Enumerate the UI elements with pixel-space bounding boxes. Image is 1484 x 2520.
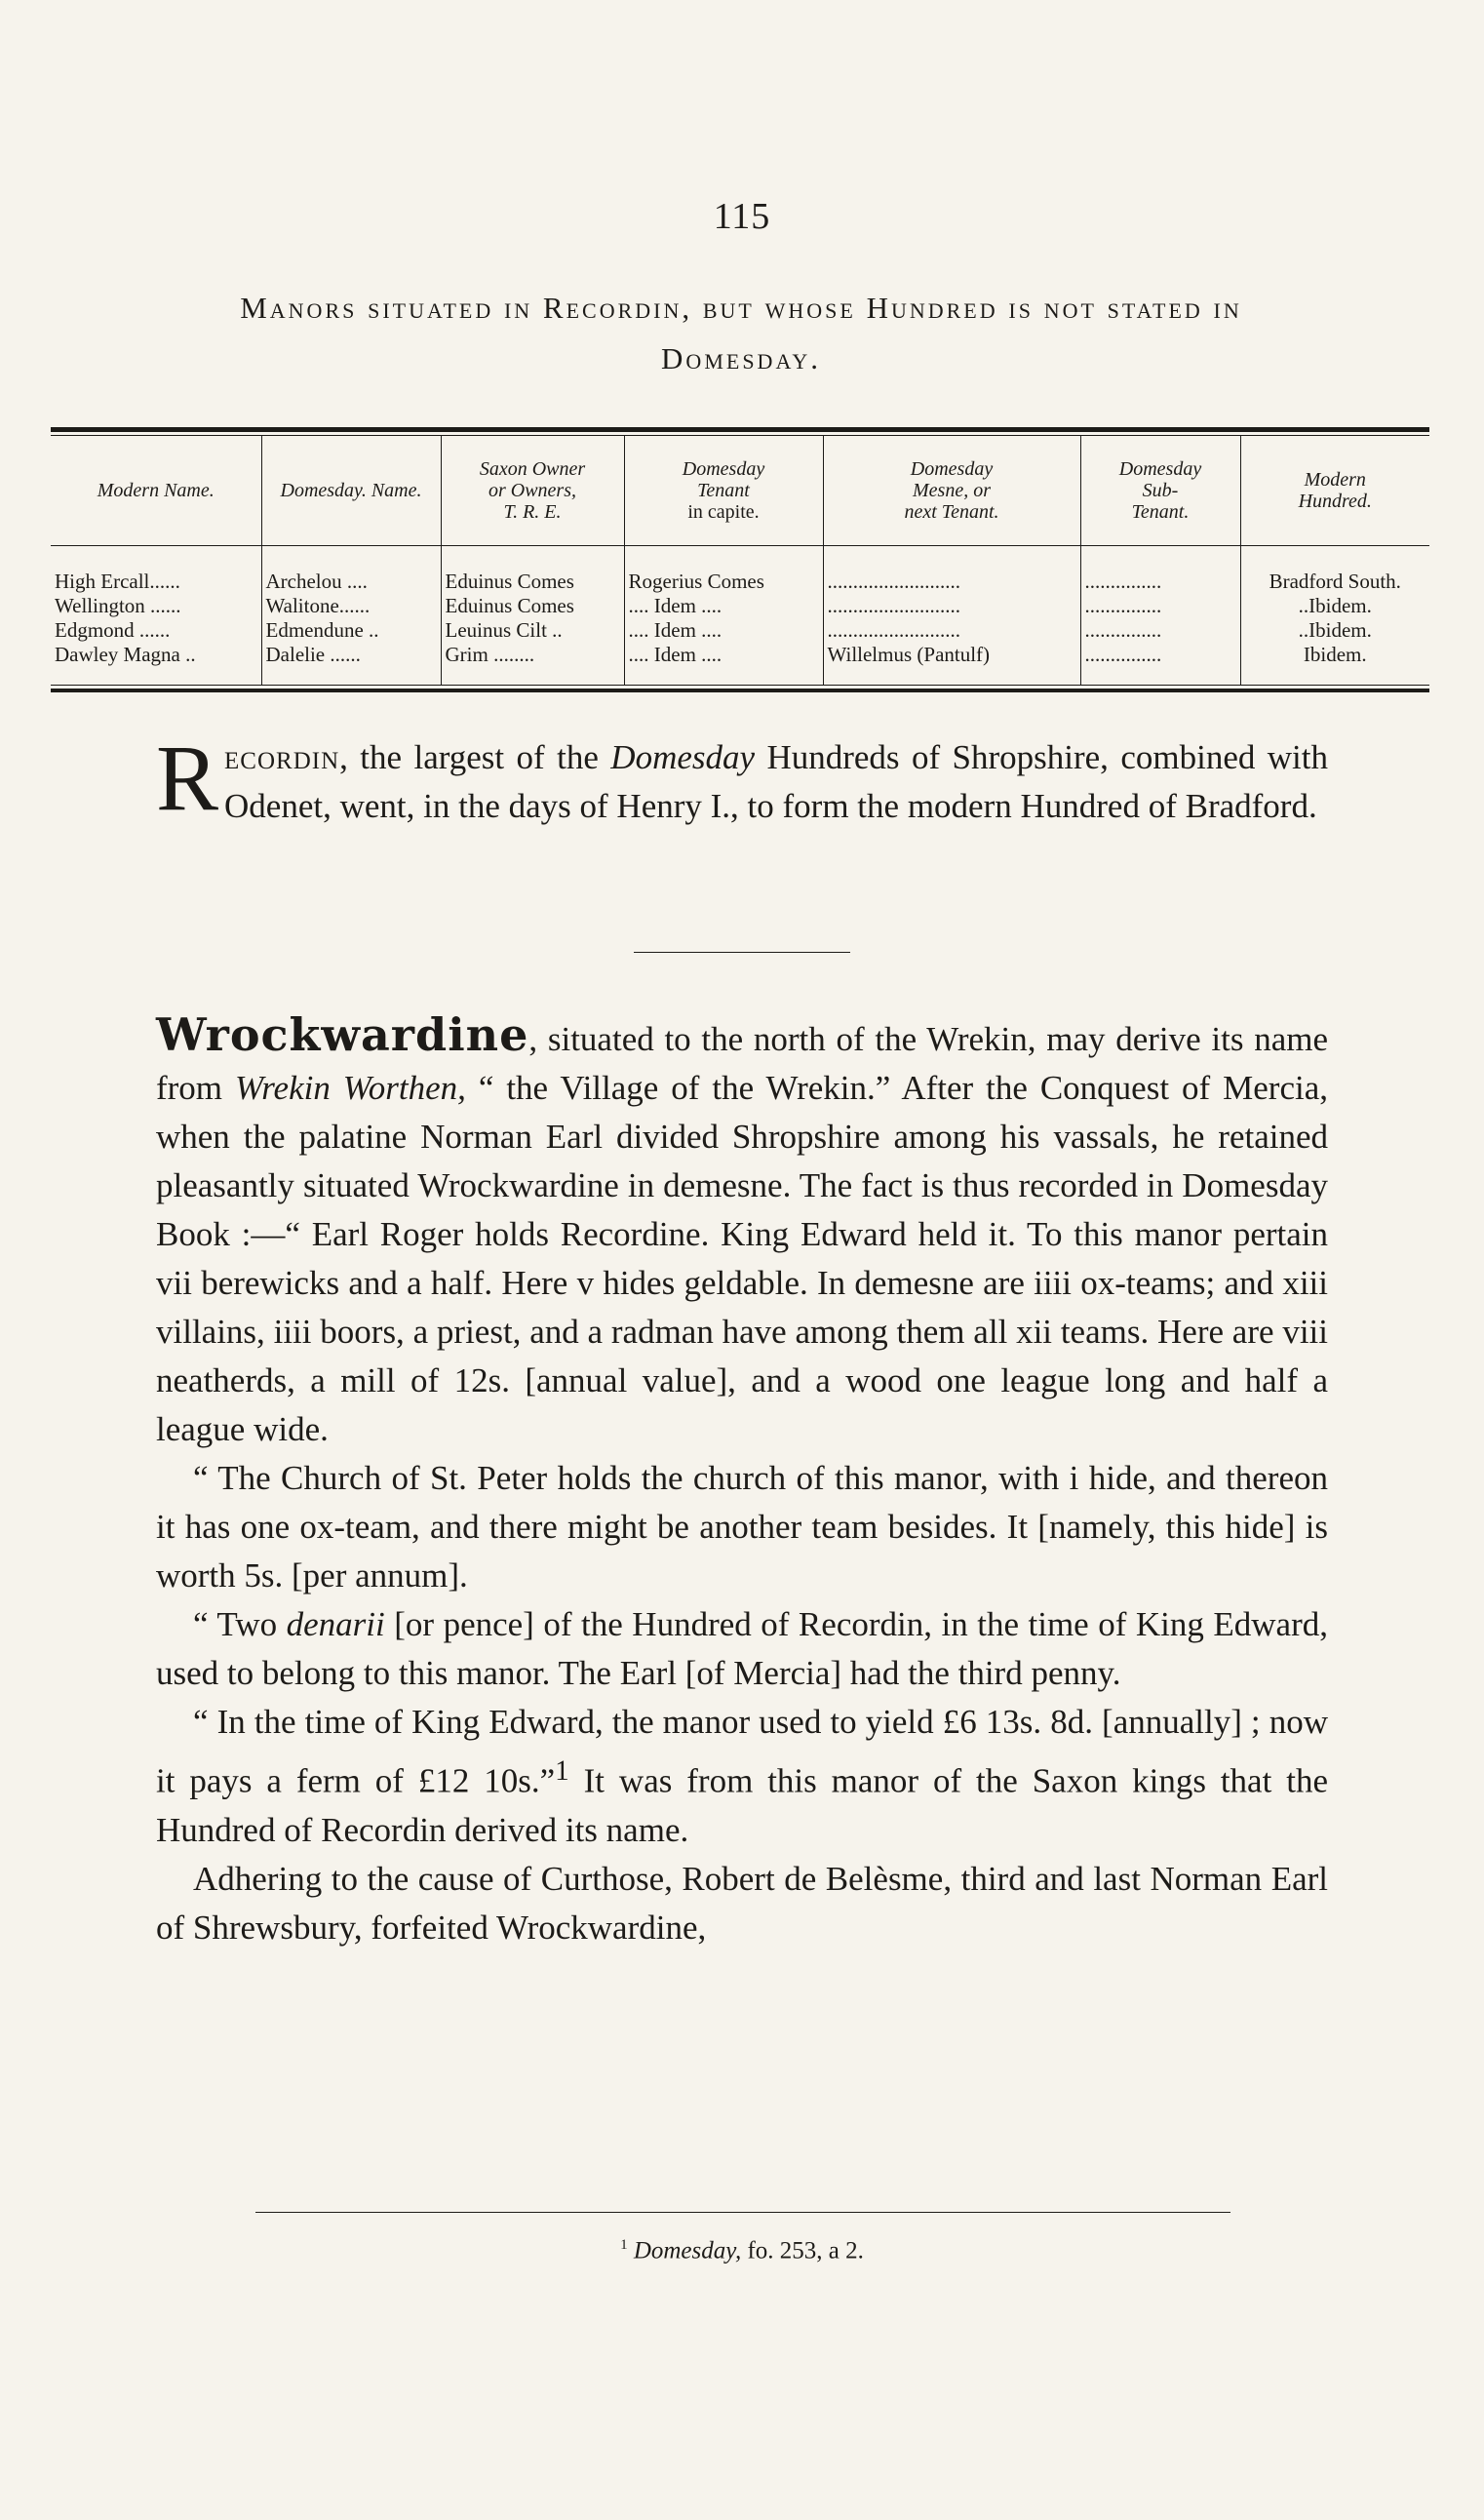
cell-tenant-in-capite: .... Idem .... — [624, 643, 823, 685]
drop-cap: R — [156, 726, 219, 830]
cell-tenant-in-capite: Rogerius Comes — [624, 546, 823, 595]
cell-domesday-name: Edmendune .. — [261, 618, 441, 643]
paragraph: “ In the time of King Edward, the manor used to yield £6 13s. 8d. [annually] ; now it pays a ferm of £12 10s.”$^1$ It was from this manor of the Saxon kings that the Hundred of Recordin derived its name. — [156, 1703, 1328, 1849]
table-row — [51, 546, 1429, 595]
footnote-rule — [255, 2212, 1230, 2213]
paragraph: Adhering to the cause of Curthose, Robert de Belèsme, third and last Norman Earl of Shrewsbury, forfeited Wrockwardine, — [156, 1859, 1328, 1947]
cell-mesne-tenant: .......................... — [823, 594, 1080, 618]
section-title-line-2: Domesday. — [661, 341, 821, 375]
footnote-marker: 1 — [555, 1755, 569, 1787]
cell-sub-tenant: ............... — [1080, 594, 1240, 618]
cell-modern-name: Edgmond ...... — [55, 618, 171, 642]
cell-saxon-owner: Grim ........ — [441, 643, 624, 685]
footnote-number: 1 — [620, 2237, 628, 2253]
header-sub-tenant: Domesday Sub- Tenant. — [1080, 436, 1240, 546]
body-text — [156, 1010, 1328, 1952]
table-bottom-rule — [51, 689, 1429, 692]
cell-sub-tenant: ............... — [1080, 618, 1240, 643]
cell-sub-tenant: ............... — [1080, 546, 1240, 595]
cell-tenant-in-capite: .... Idem .... — [624, 618, 823, 643]
cell-mesne-tenant: Willelmus (Pantulf) — [823, 643, 1080, 685]
table-row — [51, 643, 1429, 685]
cell-modern-name: Dawley Magna .. — [55, 643, 196, 666]
paragraph: “ Two denarii [or pence] of the Hundred of Recordin, in the time of King Edward, used to belong to this manor. The Earl [of Mercia] had the third penny. — [156, 1605, 1328, 1692]
table-header-row — [51, 436, 1429, 546]
intro-paragraph: Recordin, the largest of the Domesday Hundreds of Shropshire, combined with Odenet, went, in the days of Henry I., to form the modern Hundred of Bradford. — [156, 726, 1328, 830]
cell-domesday-name: Dalelie ...... — [261, 643, 441, 685]
cell-modern-hundred: ..Ibidem. — [1240, 618, 1429, 643]
cell-modern-hundred: Ibidem. — [1240, 643, 1429, 685]
cell-saxon-owner: Eduinus Comes — [441, 594, 624, 618]
cell-sub-tenant: ............... — [1080, 643, 1240, 685]
header-tenant-in-capite: Domesday Tenant in capite. — [624, 436, 823, 546]
cell-modern-hundred: ..Ibidem. — [1240, 594, 1429, 618]
cell-domesday-name: Archelou .... — [261, 546, 441, 595]
footnote: $^1$ Domesday, fo. 253, a 2. — [620, 2237, 864, 2264]
cell-domesday-name: Walitone...... — [261, 594, 441, 618]
table-row — [51, 618, 1429, 643]
section-title-line-1: Manors situated in Recordin, but whose Hundred is not stated in — [240, 291, 1242, 325]
section-divider — [634, 952, 850, 953]
cell-tenant-in-capite: .... Idem .... — [624, 594, 823, 618]
header-mesne-tenant: Domesday Mesne, or next Tenant. — [823, 436, 1080, 546]
header-modern-hundred: Modern Hundred. — [1240, 436, 1429, 546]
manors-grid — [51, 436, 1429, 685]
table-top-rule — [51, 427, 1429, 432]
cell-modern-name: Wellington ...... — [55, 594, 181, 617]
header-saxon-owner: Saxon Owner or Owners, T. R. E. — [441, 436, 624, 546]
cell-saxon-owner: Eduinus Comes — [441, 546, 624, 595]
table-row — [51, 594, 1429, 618]
manors-table — [51, 427, 1429, 692]
cell-modern-hundred: Bradford South. — [1240, 546, 1429, 595]
intro-lead-word: ecordin — [224, 738, 340, 776]
section-title — [59, 283, 1424, 384]
table-bottom-rule-thin — [51, 685, 1429, 686]
cell-modern-name: High Ercall...... — [55, 570, 180, 593]
paragraph: “ The Church of St. Peter holds the church of this manor, with i hide, and thereon it has one ox-team, and there might be another team besides. It [namely, this hide] is worth 5s. [per annum]. — [156, 1459, 1328, 1595]
header-modern-name: Modern Name. — [51, 436, 261, 546]
paragraph: Wrockwardine, situated to the north of the Wrekin, may derive its name from Wrekin Worthen, “ the Village of the Wrekin.” After the Conquest of Mercia, when the palatine Norman Earl divided Shropshire among his vassals, he retained pleasantly situated Wrockwardine in demesne. The fact is thus recorded in Domesday Book :—“ Earl Roger holds Recordine. King Edward held it. To this manor pertain vii berewicks and a half. Here v hides geldable. In demesne are iiii ox-teams; and xiii villains, iiii boors, a priest, and a radman have among them all xii teams. Here are viii neatherds, a mill of 12s. [annual value], and a wood one league long and half a league wide. — [156, 1008, 1328, 1448]
cell-saxon-owner: Leuinus Cilt .. — [441, 618, 624, 643]
header-domesday-name: Domesday. Name. — [261, 436, 441, 546]
page-number: 115 — [713, 196, 771, 237]
cell-mesne-tenant: .......................... — [823, 546, 1080, 595]
cell-mesne-tenant: .......................... — [823, 618, 1080, 643]
blackletter-heading: Wrockwardine — [156, 1008, 529, 1061]
